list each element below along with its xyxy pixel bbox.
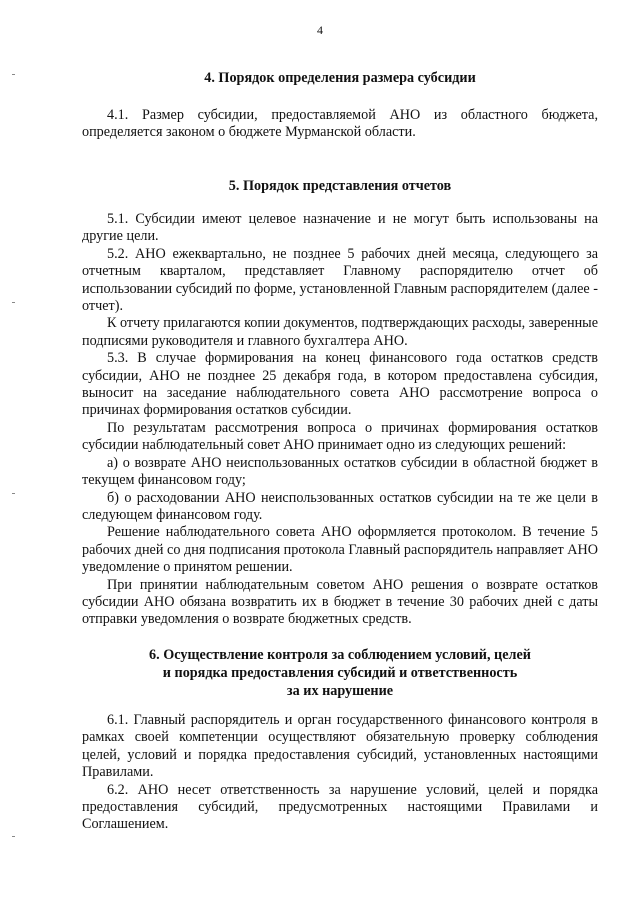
paragraph-report-attachments: К отчету прилагаются копии документов, подтверждающих расходы, заверенные подписями руководителя и главного бухгалтера АНО. bbox=[82, 315, 598, 349]
section-6-heading-line: 6. Осуществление контроля за соблюдением условий, целей bbox=[149, 647, 531, 663]
paragraph-board-decisions: По результатам рассмотрения вопроса о причинах формирования остатков субсидии наблюдательный совет АНО принимает одно из следующих решений: bbox=[82, 419, 598, 454]
scan-mark bbox=[12, 836, 15, 837]
scan-mark bbox=[12, 493, 15, 494]
scan-mark bbox=[12, 74, 15, 75]
paragraph-protocol: Решение наблюдательного совета АНО оформляется протоколом. В течение 5 рабочих дней со дня подписания протокола Главный распорядитель направляет АНО уведомление о принятом решении. bbox=[82, 524, 598, 576]
section-5-heading: 5. Порядок представления отчетов bbox=[228, 178, 452, 194]
scan-mark bbox=[12, 302, 15, 303]
section-4-heading: 4. Порядок определения размера субсидии bbox=[204, 70, 476, 86]
paragraph-5-2: 5.2. АНО ежеквартально, не позднее 5 рабочих дней месяца, следующего за отчетным кварталом, представляет Главному распорядителю отчет об использовании субсидий по форме, установленной Главным распорядителем (далее - отчет). bbox=[82, 245, 598, 315]
section-4-body bbox=[82, 107, 598, 142]
section-6-heading-line: за их нарушение bbox=[286, 683, 394, 699]
paragraph-5-3: 5.3. В случае формирования на конец финансового года остатков средств субсидии, АНО не позднее 25 декабря года, в котором предоставлена субсидия, выносит на заседание наблюдательного совета АНО рассмотрение вопроса о причинах формирования остатков субсидии. bbox=[82, 350, 598, 419]
page-number: 4 bbox=[317, 23, 323, 37]
paragraph-6-1: 6.1. Главный распорядитель и орган государственного финансового контроля в рамках своей компетенции осуществляют обязательную проверку соблюдения целей, условий и порядка предоставления субсидий, установленных настоящими Правилами. bbox=[82, 712, 598, 781]
paragraph-option-b: б) о расходовании АНО неиспользованных остатков субсидии на те же цели в следующем финансовом году. bbox=[82, 489, 598, 523]
paragraph-option-a: а) о возврате АНО неиспользованных остатков субсидии в областной бюджет в текущем финансовом году; bbox=[82, 454, 598, 489]
section-6-body bbox=[82, 712, 598, 834]
paragraph-return-funds: При принятии наблюдательным советом АНО решения о возврате остатков субсидии АНО обязана возвратить их в бюджет в течение 30 рабочих дней с даты отправки уведомления о возврате бюджетных средств. bbox=[82, 576, 598, 628]
paragraph-4-1: 4.1. Размер субсидии, предоставляемой АНО из областного бюджета, определяется законом о бюджете Мурманской области. bbox=[82, 107, 598, 141]
paragraph-5-1: 5.1. Субсидии имеют целевое назначение и не могут быть использованы на другие цели. bbox=[82, 211, 598, 245]
section-6-heading-line: и порядка предоставления субсидий и ответственность bbox=[162, 665, 518, 681]
paragraph-6-2: 6.2. АНО несет ответственность за нарушение условий, целей и порядка предоставления субсидий, предусмотренных настоящими Правилами и Соглашением. bbox=[82, 781, 598, 833]
section-6-heading bbox=[82, 646, 598, 700]
section-5-body bbox=[82, 211, 598, 629]
